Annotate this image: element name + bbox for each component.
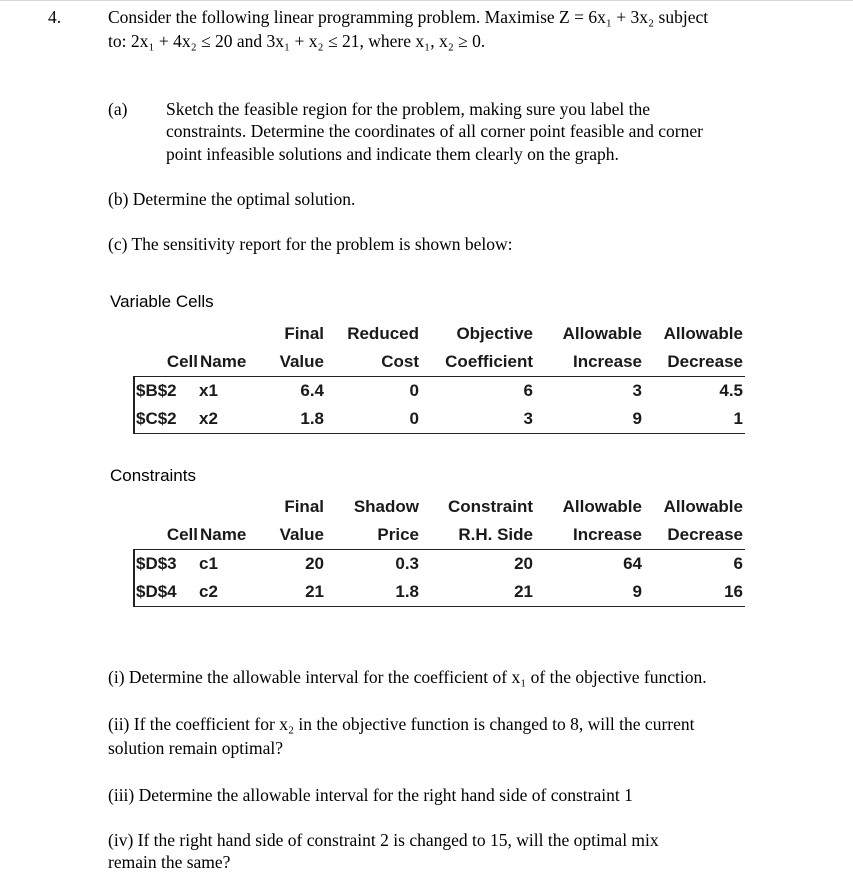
header-cell: R.H. Side xyxy=(458,525,533,544)
header-cell: Increase xyxy=(573,525,642,544)
row-allowable-increase: 9 xyxy=(632,582,642,601)
row-allowable-increase: 9 xyxy=(632,409,642,428)
header-cell: Cell xyxy=(166,525,198,544)
part-a-line-3: point infeasible solutions and indicate them clearly on the graph. xyxy=(166,144,619,164)
row-cell-address: $C$2 xyxy=(136,409,177,428)
question-number: 4. xyxy=(48,7,62,27)
part-a-line-2: constraints. Determine the coordinates of all corner point feasible and corner xyxy=(166,121,703,141)
part-b: (b) Determine the optimal solution. xyxy=(108,189,356,209)
header-cell: Name xyxy=(200,525,247,544)
row-reduced-cost: 0 xyxy=(409,381,419,400)
row-final-value: 21 xyxy=(305,582,324,601)
row-allowable-decrease: 16 xyxy=(724,582,743,601)
row-cell-address: $D$4 xyxy=(136,582,177,601)
header-cell: Shadow xyxy=(353,497,419,516)
row-rhs: 20 xyxy=(514,554,533,573)
table-row xyxy=(133,405,745,433)
row-final-value: 1.8 xyxy=(300,409,324,428)
variable-cells-table xyxy=(133,320,745,434)
header-cell: Value xyxy=(279,525,324,544)
row-allowable-decrease: 4.5 xyxy=(719,381,743,400)
sub-question-ii-line-2: solution remain optimal? xyxy=(108,738,283,758)
part-a-line-1: Sketch the feasible region for the problem, making sure you label the xyxy=(166,99,651,119)
sub-question-i: (i) Determine the allowable interval for the coefficient of x₁ of the objective function. xyxy=(108,667,707,687)
constraints-table xyxy=(133,493,745,607)
table-rule xyxy=(133,433,745,434)
table-row xyxy=(133,377,745,405)
row-allowable-increase: 3 xyxy=(632,381,642,400)
header-cell: Name xyxy=(200,352,247,371)
row-cell-address: $B$2 xyxy=(136,381,177,400)
part-a-label: (a) xyxy=(108,99,128,119)
header-cell: Allowable xyxy=(663,324,743,343)
row-allowable-decrease: 1 xyxy=(733,409,743,428)
header-cell: Cost xyxy=(381,352,419,371)
table-left-rule xyxy=(133,377,135,434)
row-name: x2 xyxy=(199,409,218,428)
header-cell: Cell xyxy=(166,352,198,371)
header-cell: Decrease xyxy=(667,525,743,544)
table-left-rule xyxy=(133,550,135,607)
constraints-header-bottom xyxy=(133,521,745,549)
header-cell: Constraint xyxy=(448,497,533,516)
header-cell: Increase xyxy=(573,352,642,371)
header-cell: Final xyxy=(284,497,324,516)
part-c: (c) The sensitivity report for the problem is shown below: xyxy=(108,234,513,254)
sub-question-iv-line-2: remain the same? xyxy=(108,852,231,872)
sub-question-iv-line-1: (iv) If the right hand side of constraint 2 is changed to 15, will the optimal mix xyxy=(108,830,659,850)
variable-cells-title: Variable Cells xyxy=(110,292,214,311)
table-rule xyxy=(133,606,745,607)
header-cell: Reduced xyxy=(347,324,419,343)
header-cell: Price xyxy=(377,525,419,544)
row-rhs: 21 xyxy=(514,582,533,601)
table-row xyxy=(133,578,745,606)
table-row xyxy=(133,550,745,578)
row-name: c1 xyxy=(199,554,218,573)
variable-cells-header-top xyxy=(133,320,745,348)
row-final-value: 20 xyxy=(305,554,324,573)
header-cell: Allowable xyxy=(663,497,743,516)
row-shadow-price: 1.8 xyxy=(395,582,419,601)
question-stem-line-2: to: 2x₁ + 4x₂ ≤ 20 and 3x₁ + x₂ ≤ 21, where x₁, x₂ ≥ 0. xyxy=(108,31,486,51)
row-shadow-price: 0.3 xyxy=(395,554,419,573)
header-cell: Value xyxy=(279,352,324,371)
constraints-title: Constraints xyxy=(110,466,196,485)
row-objective-coefficient: 3 xyxy=(523,409,533,428)
row-name: c2 xyxy=(199,582,218,601)
header-cell: Coefficient xyxy=(445,352,533,371)
header-cell: Allowable xyxy=(562,324,642,343)
top-border xyxy=(0,0,853,1)
row-cell-address: $D$3 xyxy=(136,554,177,573)
header-cell: Final xyxy=(284,324,324,343)
row-objective-coefficient: 6 xyxy=(523,381,533,400)
header-cell: Decrease xyxy=(667,352,743,371)
sub-question-ii-line-1: (ii) If the coefficient for x₂ in the objective function is changed to 8, will the current xyxy=(108,714,695,734)
question-stem-line-1: Consider the following linear programming problem. Maximise Z = 6x₁ + 3x₂ subject xyxy=(108,7,709,27)
constraints-header-top xyxy=(133,493,745,521)
row-allowable-decrease: 6 xyxy=(733,554,743,573)
row-allowable-increase: 64 xyxy=(623,554,642,573)
header-cell: Objective xyxy=(456,324,533,343)
row-final-value: 6.4 xyxy=(300,381,324,400)
variable-cells-header-bottom xyxy=(133,348,745,376)
sub-question-iii: (iii) Determine the allowable interval for the right hand side of constraint 1 xyxy=(108,785,633,805)
row-name: x1 xyxy=(199,381,218,400)
header-cell: Allowable xyxy=(562,497,642,516)
row-reduced-cost: 0 xyxy=(409,409,419,428)
